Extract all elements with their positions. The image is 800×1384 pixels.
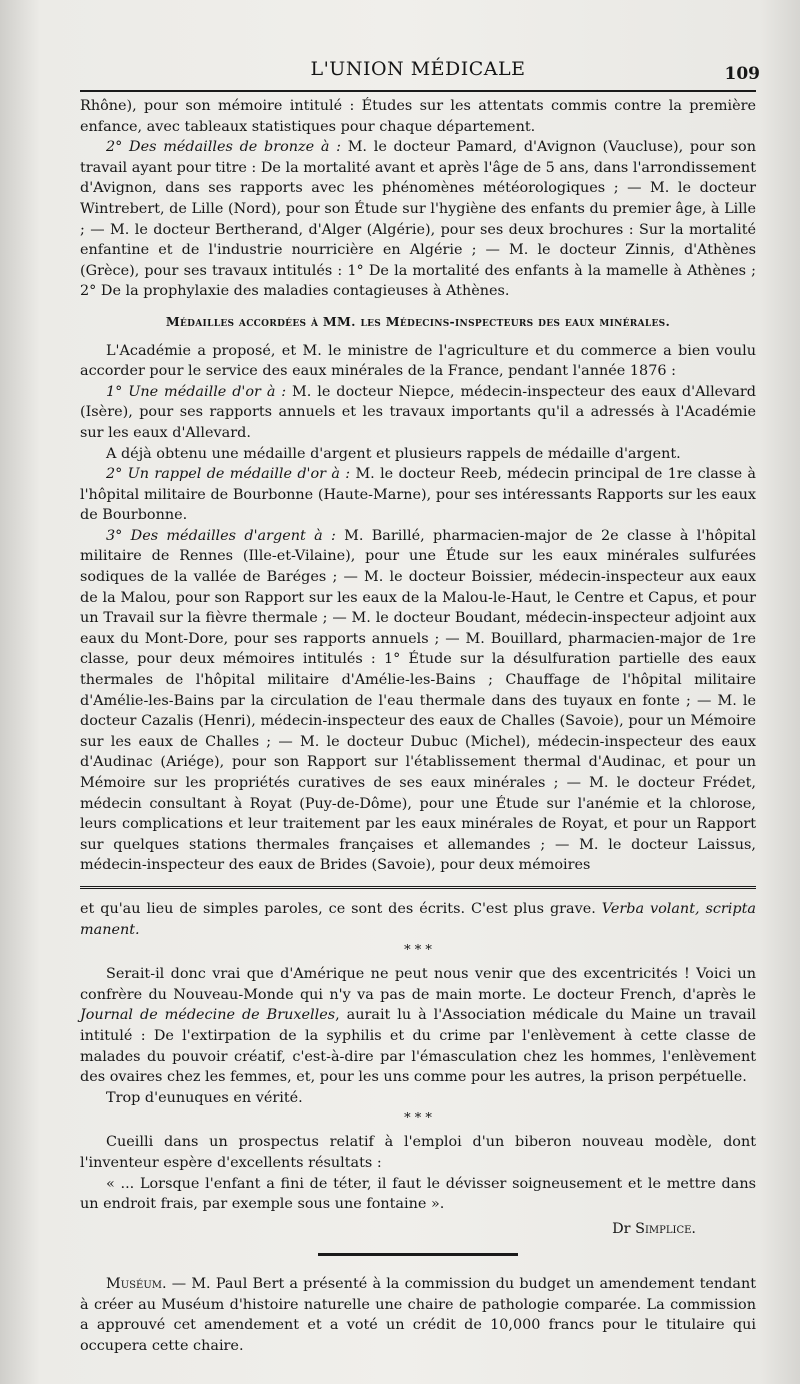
italic-lead: 2° Un rappel de médaille d'or à : — [106, 466, 351, 483]
paragraph-text: M. Barillé, pharmacien-major de 2e classe à l'hôpital militaire de Rennes (Ille-et-Vilaine), pour une Étude sur les eaux minérales sulfurées sodiques de la vallée de Baréges ; — M. le docteur Boissier, médecin-inspecteur aux eaux de la Malou, pour son Rapport sur les eaux de la Malou-le-Haut, le Centre et Capus, et pour un Travail sur la fièvre thermale ; — M. le docteur Boudant, médecin-inspecteur adjoint aux eaux du Mont-Dore, pour ses rapports annuels ; — M. Bouillard, pharmacien-major de 1re classe, pour deux mémoires intitulés : 1° Étude sur la désulfuration partielle des eaux thermales de l'hôpital militaire d'Amélie-les-Bains ; Chauffage de l'hôpital militaire d'Amélie-les-Bains par la circulation de l'eau thermale dans des tuyaux en fonte ; — M. le docteur Cazalis (Henri), médecin-inspecteur des eaux de Challes (Savoie), pour un Mémoire sur les eaux de Challes ; — M. le docteur Dubuc (Michel), médecin-inspecteur des eaux d'Audinac (Ariége), pour son Rapport sur l'établissement thermal d'Audinac, et pour un Mémoire sur les propriétés curatives de ses eaux minérales ; — M. le docteur Frédet, médecin consultant à Royat (Puy-de-Dôme), pour une Étude sur l'anémie et la chlorose, leurs complications et leur traitement par les eaux minérales de Royat, et pour un Rapport sur quelques stations thermales françaises et allemandes ; — M. le docteur Laissus, médecin-inspecteur des eaux de Brides (Savoie), pour deux mémoires — [80, 527, 756, 874]
italic-lead: 2° Des médailles de bronze à : — [106, 139, 341, 156]
running-title: L'UNION MÉDICALE — [310, 58, 526, 80]
section-subheading: Médailles accordées à MM. les Médecins-inspecteurs des eaux minérales. — [165, 313, 671, 329]
latin-quote: Verba volant, scripta manent. — [80, 900, 756, 938]
paragraph: L'Académie a proposé, et M. le ministre de l'agriculture et du commerce a bien voulu accorder pour le service des eaux minérales de la France, pendant l'année 1876 : — [80, 342, 756, 380]
signature-name: Simplice. — [635, 1220, 696, 1237]
paragraph-text: M. le docteur Reeb, médecin principal de 1re classe à l'hôpital militaire de Bourbonne (Haute-Marne), pour ses intéressants Rapports sur les eaux de Bourbonne. — [80, 466, 756, 524]
signature-prefix: Dr — [612, 1220, 636, 1237]
asterism-separator: * * * — [404, 1111, 432, 1127]
author-signature — [80, 1219, 696, 1240]
paragraph-text: Serait-il donc vrai que d'Amérique ne peut nous venir que des excentricités ! Voici un confrère du Nouveau-Monde qui n'y va pas de main morte. Le docteur French, d'après le — [80, 966, 756, 1003]
asterism-separator: * * * — [404, 943, 432, 959]
paragraph — [80, 964, 756, 1088]
awards-section — [80, 96, 756, 876]
paragraph: Cueilli dans un prospectus relatif à l'emploi d'un biberon nouveau modèle, dont l'inventeur espère d'excellents résultats : — [80, 1134, 756, 1171]
paragraph-text: et qu'au lieu de simples paroles, ce sont des écrits. C'est plus grave. — [80, 900, 602, 917]
paragraph — [80, 382, 756, 444]
header-rule — [80, 90, 756, 92]
paragraph — [80, 899, 756, 940]
paragraph: « ... Lorsque l'enfant a fini de téter, il faut le dévisser soigneusement et le mettre dans un endroit frais, par exemple sous une fontaine ». — [80, 1175, 756, 1213]
news-section — [80, 1274, 756, 1356]
page-header — [80, 48, 760, 84]
paragraph-text: M. le docteur Niepce, médecin-inspecteur des eaux d'Allevard (Isère), pour ses rapports annuels et les travaux importants qu'il a adressés à l'Académie sur les eaux d'Allevard. — [80, 383, 756, 441]
page-number: 109 — [724, 64, 760, 84]
paragraph — [80, 526, 756, 876]
paragraph-text: — M. Paul Bert a présenté à la commission du budget un amendement tendant à créer au Muséum d'histoire naturelle une chaire de pathologie comparée. La commission a approuvé cet amendement et a voté un crédit de 10,000 francs pour le titulaire qui occupera cette chaire. — [80, 1276, 756, 1355]
news-divider — [318, 1253, 518, 1256]
italic-lead: 1° Une médaille d'or à : — [106, 383, 287, 400]
paragraph — [80, 464, 756, 526]
paragraph: Rhône), pour son mémoire intitulé : Études sur les attentats commis contre la première enfance, avec tableaux statistiques pour chaque département. — [80, 98, 756, 135]
paragraph-text: , aurait lu à l'Association médicale du Maine un travail intitulé : De l'extirpation de la syphilis et du crime par l'enlèvement à cette classe de malades du pouvoir créatif, c'est-à-dire par l'émasculation chez les hommes, l'enlèvement des ovaires chez les femmes, et, pour les uns comme pour les autres, la prison perpétuelle. — [80, 1007, 756, 1086]
italic-lead: 3° Des médailles d'argent à : — [106, 527, 336, 544]
news-lead: Muséum. — [106, 1276, 167, 1293]
feuilleton-section — [80, 899, 756, 1239]
paragraph — [80, 1274, 756, 1356]
paragraph: Trop d'eunuques en vérité. — [106, 1089, 303, 1106]
paragraph — [80, 137, 756, 302]
paragraph-text: M. le docteur Pamard, d'Avignon (Vaucluse), pour son travail ayant pour titre : De la mortalité avant et après l'âge de 5 ans, dans l'arrondissement d'Avignon, dans ses rapports avec les phénomènes météorologiques ; — M. le docteur Wintrebert, de Lille (Nord), pour son Étude sur l'hygiène des enfants du premier âge, à Lille ; — M. le docteur Bertherand, d'Alger (Algérie), pour ses deux brochures : Sur la mortalité enfantine et de l'industrie nourricière en Algérie ; — M. le docteur Zinnis, d'Athènes (Grèce), pour ses travaux intitulés : 1° De la mortalité des enfants à la mamelle à Athènes ; 2° De la prophylaxie des maladies contagieuses à Athènes. — [80, 139, 756, 300]
paragraph: A déjà obtenu une médaille d'argent et plusieurs rappels de médaille d'argent. — [106, 445, 681, 462]
feuilleton-divider — [80, 886, 756, 889]
journal-title: Journal de médecine de Bruxelles — [80, 1007, 336, 1024]
